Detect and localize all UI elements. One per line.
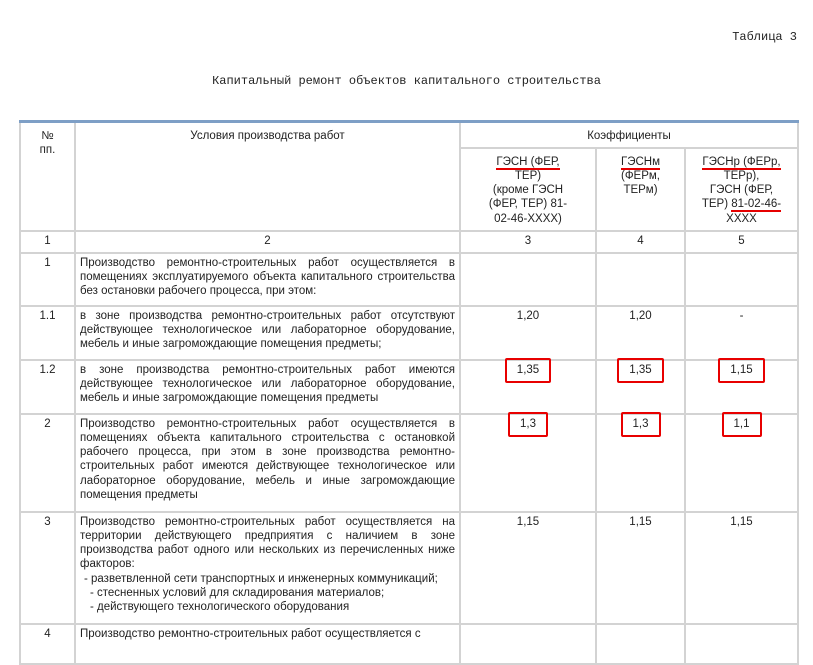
gesnm-underlined-label: ГЭСНм	[620, 155, 660, 168]
row-conditions: Производство ремонтно-строительных работ осуществляется с	[75, 624, 460, 664]
header-conditions: Условия производства работ	[75, 122, 460, 231]
gesn-label-rest: ТЕР) (кроме ГЭСН (ФЕР, ТЕР) 81- 02-46-XXXX)	[488, 169, 568, 225]
coef-gesnm-cell	[596, 360, 685, 414]
index-cell: 3	[460, 231, 596, 253]
coef-gesn-cell	[460, 414, 596, 512]
coef-gesnr: 1,15	[685, 512, 798, 624]
factor-list-item: - разветвленной сети транспортных и инженерных коммуникаций;	[84, 572, 438, 585]
document-title: Капитальный ремонт объектов капитального строительства	[212, 74, 601, 88]
table-row	[20, 253, 798, 306]
index-cell: 2	[75, 231, 460, 253]
row-conditions: Производство ремонтно-строительных работ осуществляется в помещениях эксплуатируемого объекта капитального строительства без остановки рабочего процесса, при этом:	[75, 253, 460, 306]
header-col-gesnm	[596, 148, 685, 231]
coef-gesnr	[685, 253, 798, 306]
coef-gesn	[460, 253, 596, 306]
index-cell: 1	[20, 231, 75, 253]
coefficients-table	[19, 120, 799, 665]
gesnr-label-end: XXXX	[726, 212, 757, 225]
index-cell: 5	[685, 231, 798, 253]
coef-gesnr-cell	[685, 360, 798, 414]
row-number: 1.2	[20, 360, 75, 414]
highlighted-coef-gesn: 1,3	[508, 412, 548, 437]
index-cell: 4	[596, 231, 685, 253]
coef-gesnm	[596, 253, 685, 306]
row-conditions: Производство ремонтно-строительных работ осуществляется на территории действующего предприятия с наличием в зоне производства работ одного или нескольких из перечисленных ниже факторов:	[80, 515, 455, 571]
row-number: 1	[20, 253, 75, 306]
highlighted-coef-gesnr: 1,15	[718, 358, 764, 383]
gesnm-label-rest: (ФЕРм, ТЕРм)	[620, 169, 660, 197]
coef-gesn-cell	[460, 360, 596, 414]
table-row	[20, 360, 798, 414]
row-number: 3	[20, 512, 75, 624]
row-conditions: Производство ремонтно-строительных работ осуществляется в помещениях объекта капитального строительства с остановкой рабочего процесса, при этом в зоне производства ремонтно-строительных работ имеются действующее технологическое или лабораторное оборудование, мебель и иные загромождающие помещения предметы	[75, 414, 460, 512]
column-index-row	[20, 231, 798, 253]
table-row	[20, 414, 798, 512]
table-row	[20, 306, 798, 360]
coef-gesnr-cell	[685, 414, 798, 512]
gesnr-underlined-tail: 81-02-46-	[731, 198, 782, 211]
row-number: 1.1	[20, 306, 75, 360]
gesn-underlined-label: ГЭСН (ФЕР,	[496, 155, 560, 168]
coef-gesnm: 1,15	[596, 512, 685, 624]
table-header-row	[20, 122, 798, 148]
table-number-label: Таблица 3	[732, 30, 797, 44]
row-number: 4	[20, 624, 75, 664]
coef-gesnr	[685, 624, 798, 664]
highlighted-coef-gesnm: 1,3	[621, 412, 661, 437]
highlighted-coef-gesnm: 1,35	[617, 358, 663, 383]
row-conditions: в зоне производства ремонтно-строительных работ имеются действующее технологическое или лабораторное оборудование, мебель и иные загромождающие помещения предметы	[75, 360, 460, 414]
factor-list-item: - стесненных условий для складирования материалов;	[90, 586, 385, 599]
row-conditions: в зоне производства ремонтно-строительных работ отсутствуют действующее технологическое или лабораторное оборудование, мебель и иные загромождающие помещения предметы;	[75, 306, 460, 360]
highlighted-coef-gesn: 1,35	[505, 358, 551, 383]
highlighted-coef-gesnr: 1,1	[722, 412, 762, 437]
header-col-gesnr	[685, 148, 798, 231]
coef-gesn: 1,20	[460, 306, 596, 360]
coef-gesn	[460, 624, 596, 664]
header-col-gesn	[460, 148, 596, 231]
coef-gesnr: -	[685, 306, 798, 360]
coef-gesnm	[596, 624, 685, 664]
coef-gesn: 1,15	[460, 512, 596, 624]
header-coefficients: Коэффициенты	[460, 122, 798, 148]
table-row	[20, 624, 798, 664]
gesnr-underlined-label: ГЭСНр (ФЕРр,	[702, 155, 781, 168]
coef-gesnm-cell	[596, 414, 685, 512]
factor-list-item: - действующего технологического оборудования	[90, 601, 350, 614]
header-number: № пп.	[20, 122, 75, 231]
coef-gesnm: 1,20	[596, 306, 685, 360]
row-conditions-cell	[75, 512, 460, 624]
gesnr-label-middle: ТЕРр), ГЭСН (ФЕР, ТЕР)	[701, 169, 774, 211]
row-number: 2	[20, 414, 75, 512]
table-row	[20, 512, 798, 624]
